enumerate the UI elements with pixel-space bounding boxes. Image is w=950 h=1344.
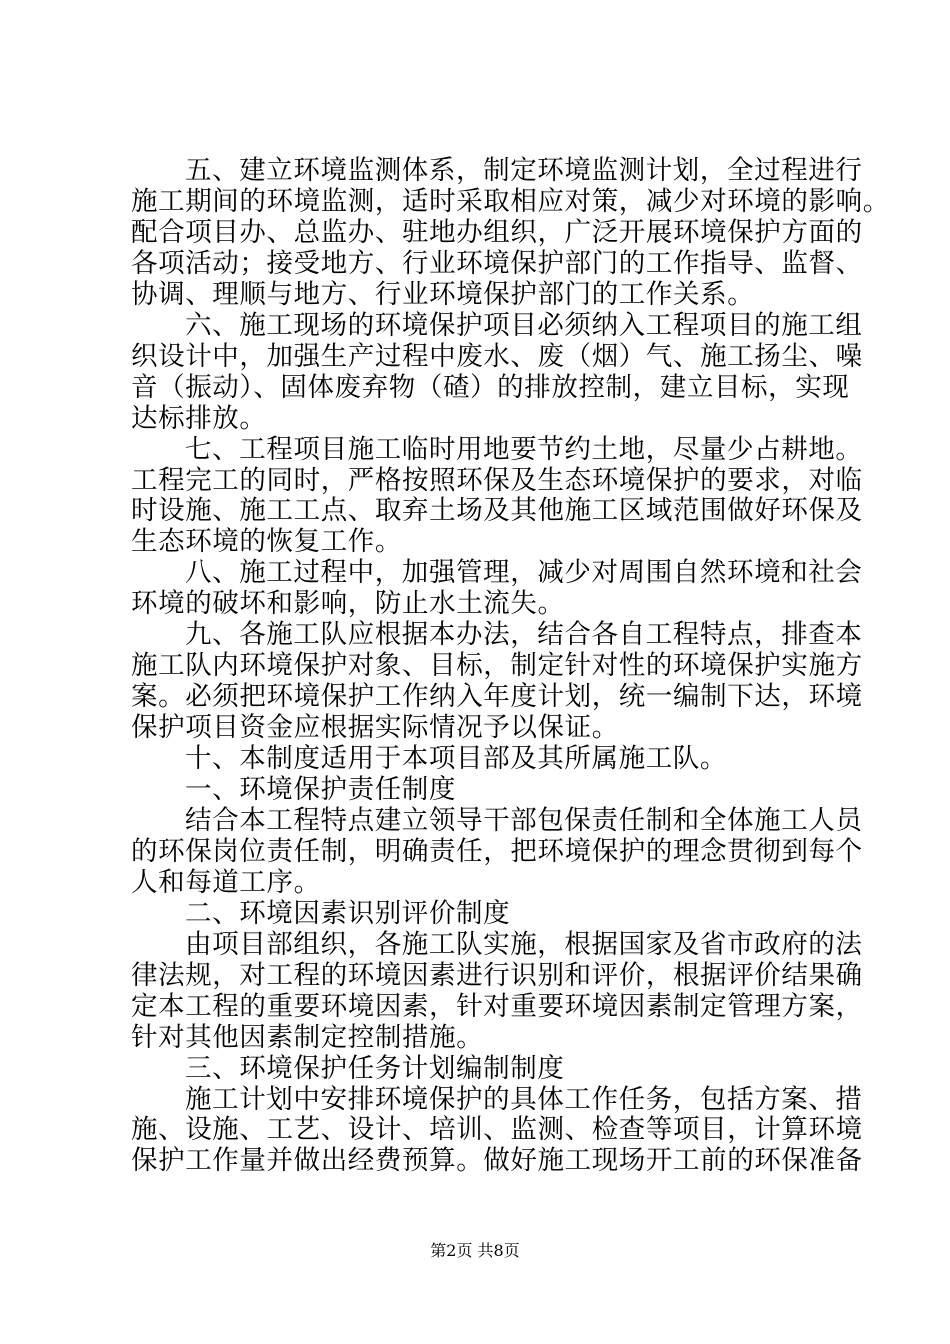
body-line: 五、建立环境监测体系，制定环境监测计划，全过程进行	[185, 155, 863, 186]
body-line: 三、环境保护任务计划编制制度	[185, 1053, 565, 1084]
body-line: 保护工作量并做出经费预算。做好施工现场开工前的环保准备	[131, 1145, 863, 1176]
body-line: 时设施、施工工点、取弃土场及其他施工区域范围做好环保及	[131, 495, 863, 526]
body-line: 定本工程的重要环境因素，针对重要环境因素制定管理方案，	[131, 991, 863, 1022]
body-line: 八、施工过程中，加强管理，减少对周围自然环境和社会	[185, 557, 863, 588]
body-line: 织设计中，加强生产过程中废水、废（烟）气、施工扬尘、噪	[131, 341, 863, 372]
body-line: 工程完工的同时，严格按照环保及生态环境保护的要求，对临	[131, 465, 863, 496]
body-line: 达标排放。	[131, 403, 267, 434]
body-line: 结合本工程特点建立领导干部包保责任制和全体施工人员	[185, 805, 863, 836]
body-line: 案。必须把环境保护工作纳入年度计划，统一编制下达，环境	[131, 681, 863, 712]
body-line: 九、各施工队应根据本办法，结合各自工程特点，排查本	[185, 619, 863, 650]
body-line: 生态环境的恢复工作。	[131, 526, 402, 557]
body-line: 一、环境保护责任制度	[185, 774, 456, 805]
body-line: 律法规，对工程的环境因素进行识别和评价，根据评价结果确	[131, 960, 863, 991]
body-line: 由项目部组织，各施工队实施，根据国家及省市政府的法	[185, 929, 863, 960]
body-line: 针对其他因素制定控制措施。	[131, 1022, 484, 1053]
body-line: 协调、理顺与地方、行业环境保护部门的工作关系。	[131, 279, 755, 310]
body-line: 环境的破坏和影响，防止水土流失。	[131, 588, 565, 619]
body-line: 七、工程项目施工临时用地要节约土地，尽量少占耕地。	[185, 434, 863, 465]
body-line: 的环保岗位责任制，明确责任，把环境保护的理念贯彻到每个	[131, 836, 863, 867]
body-line: 施工计划中安排环境保护的具体工作任务，包括方案、措	[185, 1084, 863, 1115]
page-footer: 第2页 共8页	[430, 1241, 520, 1260]
body-line: 各项活动；接受地方、行业环境保护部门的工作指导、监督、	[131, 248, 863, 279]
body-line: 配合项目办、总监办、驻地办组织，广泛开展环境保护方面的	[131, 217, 863, 248]
body-line: 十、本制度适用于本项目部及其所属施工队。	[185, 743, 727, 774]
body-line: 二、环境因素识别评价制度	[185, 898, 511, 929]
body-line: 人和每道工序。	[131, 867, 321, 898]
body-line: 施工队内环境保护对象、目标，制定针对性的环境保护实施方	[131, 650, 863, 681]
body-line: 保护项目资金应根据实际情况予以保证。	[131, 712, 619, 743]
body-line: 六、施工现场的环境保护项目必须纳入工程项目的施工组	[185, 310, 863, 341]
body-line: 施工期间的环境监测，适时采取相应对策，减少对环境的影响。	[131, 186, 890, 217]
body-line: 音（振动）、固体废弃物（碴）的排放控制，建立目标，实现	[131, 372, 850, 403]
body-line: 施、设施、工艺、设计、培训、监测、检查等项目，计算环境	[131, 1114, 863, 1145]
